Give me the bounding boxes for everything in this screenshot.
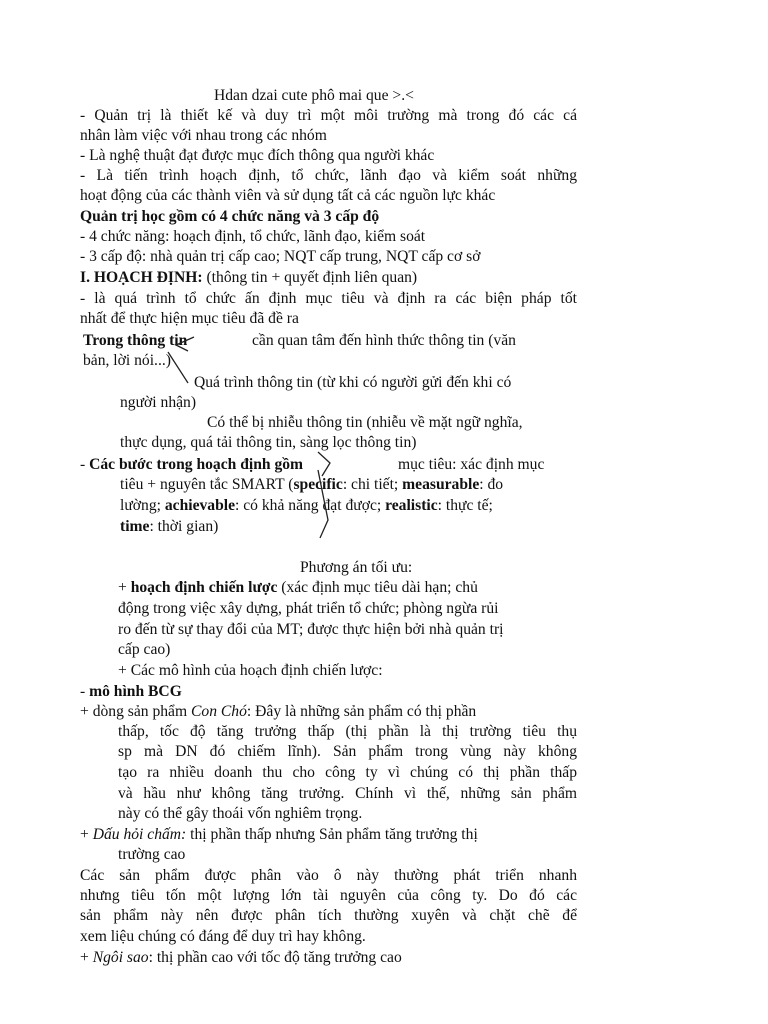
text-line: bản, lời nói...) xyxy=(83,352,171,369)
text-run: time xyxy=(120,518,150,535)
text-line: cấp cao) xyxy=(118,641,171,658)
text-run: + xyxy=(80,949,93,966)
text-run: : đo xyxy=(479,476,504,493)
text-line: sản phẩm này nên được phân tích thường xuyên và chặt chẽ để xyxy=(80,907,577,924)
text-line: - 3 cấp độ: nhà quản trị cấp cao; NQT cấp trung, NQT cấp cơ sở xyxy=(80,248,481,265)
text-line: - Là tiến trình hoạch định, tổ chức, lãnh đạo và kiểm soát những xyxy=(80,167,577,184)
heading-note: (thông tin + quyết định liên quan) xyxy=(202,269,418,286)
text-line: động trong việc xây dựng, phát triển tổ chức; phòng ngừa rủi xyxy=(118,600,499,617)
list-dash: - xyxy=(80,456,90,473)
text-run: Con Chó xyxy=(191,703,247,720)
text-run: + xyxy=(80,826,93,843)
document-title: Hdan dzai cute phô mai que >.< xyxy=(214,87,414,104)
text-line: - Quản trị là thiết kế và duy trì một môi trường mà trong đó các cá xyxy=(80,107,577,124)
text-line xyxy=(80,702,476,722)
section-heading xyxy=(80,682,182,702)
list-dash: - xyxy=(80,683,90,700)
text-line: - Là nghệ thuật đạt được mục đích thông qua người khác xyxy=(80,147,435,164)
text-line: mục tiêu: xác định mục xyxy=(398,456,545,473)
text-line xyxy=(118,578,478,598)
text-line: + Các mô hình của hoạch định chiến lược: xyxy=(118,662,383,679)
text-line: này có thể gây thoái vốn nghiêm trọng. xyxy=(118,805,363,822)
text-line: người nhận) xyxy=(120,394,197,411)
heading-label: I. HOẠCH ĐỊNH: xyxy=(80,269,203,286)
text-run: achievable xyxy=(164,497,236,514)
text-run: : thời gian) xyxy=(149,518,219,535)
text-run: : chi tiết; xyxy=(342,476,403,493)
text-line: ro đến từ sự thay đổi của MT; được thực hiện bởi nhà quản trị xyxy=(118,621,504,638)
text-run: : có khả năng đạt được; xyxy=(235,497,386,514)
text-run: realistic xyxy=(385,497,438,514)
text-line: nhân làm việc với nhau trong các nhóm xyxy=(80,127,327,144)
steps-label: Các bước trong hoạch định gồm xyxy=(89,456,304,473)
text-line: sp mà DN đó chiếm lĩnh). Sản phẩm trong vùng này không xyxy=(118,743,577,760)
text-line: tạo ra nhiều doanh thu cho công ty vì chúng có thị phần thấp xyxy=(118,764,577,781)
text-line: Có thể bị nhiễu thông tin (nhiễu về mặt ngữ nghĩa, xyxy=(207,414,523,431)
text-line xyxy=(120,517,218,537)
text-run: : thực tế; xyxy=(437,497,493,514)
text-line xyxy=(120,475,503,495)
text-run: tiêu + nguyên tắc SMART ( xyxy=(120,476,294,493)
arrow-line xyxy=(318,452,330,476)
text-run: : Đây là những sản phẩm có thị phần xyxy=(246,703,477,720)
text-run: (xác định mục tiêu dài hạn; chủ xyxy=(277,579,478,596)
text-line: hoạt động của các thành viên và sử dụng tất cả các nguồn lực khác xyxy=(80,187,496,204)
text-run: : thị phần cao với tốc độ tăng trưởng cao xyxy=(148,949,402,966)
text-line xyxy=(80,948,402,968)
text-line: Các sản phẩm được phân vào ô này thường phát triển nhanh xyxy=(80,867,577,884)
text-line: Quá trình thông tin (từ khi có người gửi đến khi có xyxy=(194,374,512,391)
text-line: cần quan tâm đến hình thức thông tin (văn xyxy=(252,332,516,349)
text-line: trường cao xyxy=(118,846,186,863)
text-line xyxy=(80,825,478,845)
text-run: lường; xyxy=(120,497,165,514)
text-run: thị phần thấp nhưng Sản phẩm tăng trưởng thị xyxy=(186,826,478,843)
text-run: specific xyxy=(293,476,343,493)
text-line: nhất để thực hiện mục tiêu đã đề ra xyxy=(80,310,299,327)
text-run: hoạch định chiến lược xyxy=(130,579,278,596)
section-heading xyxy=(80,268,417,288)
text-run: Dấu hỏi chấm: xyxy=(92,826,187,843)
text-line: xem liệu chúng có đáng để duy trì hay không. xyxy=(80,928,366,945)
section-heading: Quản trị học gồm có 4 chức năng và 3 cấp độ xyxy=(80,208,380,225)
text-line: nhưng tiêu tốn một lượng lớn tài nguyên của công ty. Do đó các xyxy=(80,887,577,904)
text-line: - là quá trình tổ chức ấn định mục tiêu và định ra các biện pháp tốt xyxy=(80,290,577,307)
text-run: mô hình BCG xyxy=(89,683,182,700)
text-line: thấp, tốc độ tăng trưởng thấp (thị phần là thị trường tiêu thụ xyxy=(118,723,577,740)
text-run: Ngôi sao xyxy=(92,949,149,966)
text-line: và hầu như không tăng trưởng. Chính vì thế, những sản phẩm xyxy=(118,785,577,802)
text-run: + dòng sản phẩm xyxy=(80,703,192,720)
bracket-label xyxy=(80,455,303,475)
text-run: measurable xyxy=(402,476,480,493)
text-line: thực dụng, quá tải thông tin, sàng lọc thông tin) xyxy=(120,434,417,451)
arrow-line xyxy=(168,352,188,383)
text-run: + xyxy=(118,579,131,596)
bracket-label: Trong thông tin xyxy=(83,332,188,349)
text-line: Phương án tối ưu: xyxy=(300,559,413,576)
text-line: - 4 chức năng: hoạch định, tổ chức, lãnh đạo, kiểm soát xyxy=(80,228,426,245)
text-line xyxy=(120,496,493,516)
